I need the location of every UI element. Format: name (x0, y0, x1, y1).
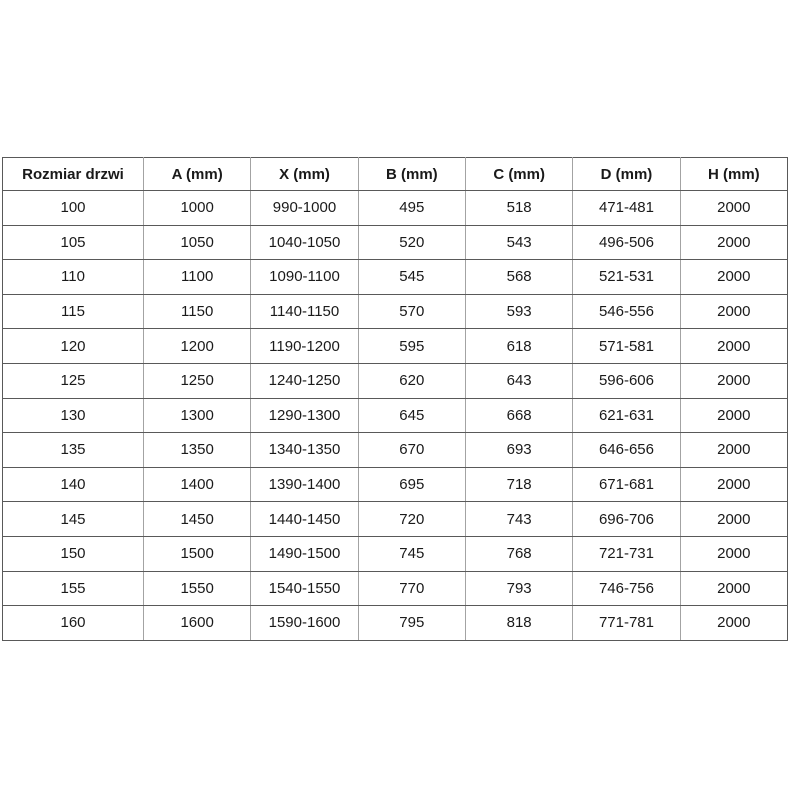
table-cell: 1100 (144, 260, 251, 295)
table-cell: 1350 (144, 433, 251, 468)
table-cell: 2000 (680, 467, 787, 502)
table-cell: 1290-1300 (251, 398, 358, 433)
door-dimensions-table (2, 157, 788, 641)
table-cell: 145 (3, 502, 144, 537)
table-cell: 1040-1050 (251, 225, 358, 260)
table-cell: 1090-1100 (251, 260, 358, 295)
table-cell: 1400 (144, 467, 251, 502)
column-header: H (mm) (680, 158, 787, 191)
table-cell: 521-531 (573, 260, 680, 295)
table-row (3, 260, 788, 295)
column-header: Rozmiar drzwi (3, 158, 144, 191)
table-cell: 646-656 (573, 433, 680, 468)
table-cell: 1240-1250 (251, 363, 358, 398)
table-cell: 571-581 (573, 329, 680, 364)
table-cell: 745 (358, 536, 465, 571)
table-cell: 1140-1150 (251, 294, 358, 329)
table-cell: 130 (3, 398, 144, 433)
table-cell: 768 (465, 536, 572, 571)
table-row (3, 398, 788, 433)
table-cell: 818 (465, 606, 572, 641)
table-cell: 596-606 (573, 363, 680, 398)
table-cell: 2000 (680, 329, 787, 364)
table-cell: 160 (3, 606, 144, 641)
table-cell: 1600 (144, 606, 251, 641)
table-cell: 2000 (680, 433, 787, 468)
table-cell: 743 (465, 502, 572, 537)
table-cell: 2000 (680, 398, 787, 433)
table-cell: 105 (3, 225, 144, 260)
table-cell: 696-706 (573, 502, 680, 537)
table-cell: 150 (3, 536, 144, 571)
table-row (3, 502, 788, 537)
table-cell: 1150 (144, 294, 251, 329)
table-row (3, 606, 788, 641)
table-cell: 115 (3, 294, 144, 329)
table-cell: 495 (358, 191, 465, 226)
table-cell: 1490-1500 (251, 536, 358, 571)
table-cell: 545 (358, 260, 465, 295)
column-header: D (mm) (573, 158, 680, 191)
table-cell: 568 (465, 260, 572, 295)
table-cell: 1200 (144, 329, 251, 364)
table-cell: 720 (358, 502, 465, 537)
table-cell: 645 (358, 398, 465, 433)
table-cell: 471-481 (573, 191, 680, 226)
table-cell: 795 (358, 606, 465, 641)
table-body (3, 191, 788, 641)
table-cell: 1440-1450 (251, 502, 358, 537)
table-cell: 120 (3, 329, 144, 364)
table-cell: 771-781 (573, 606, 680, 641)
table-cell: 621-631 (573, 398, 680, 433)
table-cell: 718 (465, 467, 572, 502)
table-row (3, 329, 788, 364)
table-row (3, 363, 788, 398)
table-row (3, 294, 788, 329)
table-cell: 695 (358, 467, 465, 502)
table-cell: 2000 (680, 225, 787, 260)
table-cell: 155 (3, 571, 144, 606)
table-cell: 1390-1400 (251, 467, 358, 502)
table-cell: 593 (465, 294, 572, 329)
table-cell: 135 (3, 433, 144, 468)
table-cell: 2000 (680, 294, 787, 329)
table-cell: 1590-1600 (251, 606, 358, 641)
table-row (3, 225, 788, 260)
table-cell: 746-756 (573, 571, 680, 606)
table-cell: 670 (358, 433, 465, 468)
table-cell: 2000 (680, 536, 787, 571)
table-cell: 671-681 (573, 467, 680, 502)
table-cell: 643 (465, 363, 572, 398)
table-cell: 546-556 (573, 294, 680, 329)
table-cell: 721-731 (573, 536, 680, 571)
table-cell: 595 (358, 329, 465, 364)
table-cell: 110 (3, 260, 144, 295)
table-cell: 520 (358, 225, 465, 260)
table-cell: 990-1000 (251, 191, 358, 226)
table-cell: 100 (3, 191, 144, 226)
table-cell: 2000 (680, 571, 787, 606)
table-cell: 570 (358, 294, 465, 329)
column-header: X (mm) (251, 158, 358, 191)
table-header (3, 158, 788, 191)
table-cell: 2000 (680, 502, 787, 537)
table-cell: 1450 (144, 502, 251, 537)
table-cell: 518 (465, 191, 572, 226)
header-row (3, 158, 788, 191)
column-header: C (mm) (465, 158, 572, 191)
table-cell: 1500 (144, 536, 251, 571)
table-cell: 1050 (144, 225, 251, 260)
table-cell: 2000 (680, 191, 787, 226)
table-cell: 770 (358, 571, 465, 606)
table-cell: 668 (465, 398, 572, 433)
table-cell: 1300 (144, 398, 251, 433)
table-cell: 125 (3, 363, 144, 398)
table-cell: 543 (465, 225, 572, 260)
table-cell: 793 (465, 571, 572, 606)
table-cell: 1340-1350 (251, 433, 358, 468)
table-cell: 2000 (680, 606, 787, 641)
table-row (3, 191, 788, 226)
table-cell: 620 (358, 363, 465, 398)
table-cell: 1540-1550 (251, 571, 358, 606)
table-row (3, 536, 788, 571)
table-cell: 693 (465, 433, 572, 468)
column-header: B (mm) (358, 158, 465, 191)
table-cell: 2000 (680, 260, 787, 295)
table-row (3, 571, 788, 606)
table-cell: 496-506 (573, 225, 680, 260)
table-cell: 1000 (144, 191, 251, 226)
table-cell: 1250 (144, 363, 251, 398)
table-cell: 618 (465, 329, 572, 364)
table-cell: 1190-1200 (251, 329, 358, 364)
column-header: A (mm) (144, 158, 251, 191)
table-row (3, 433, 788, 468)
table-cell: 2000 (680, 363, 787, 398)
table-cell: 140 (3, 467, 144, 502)
table-row (3, 467, 788, 502)
table-cell: 1550 (144, 571, 251, 606)
